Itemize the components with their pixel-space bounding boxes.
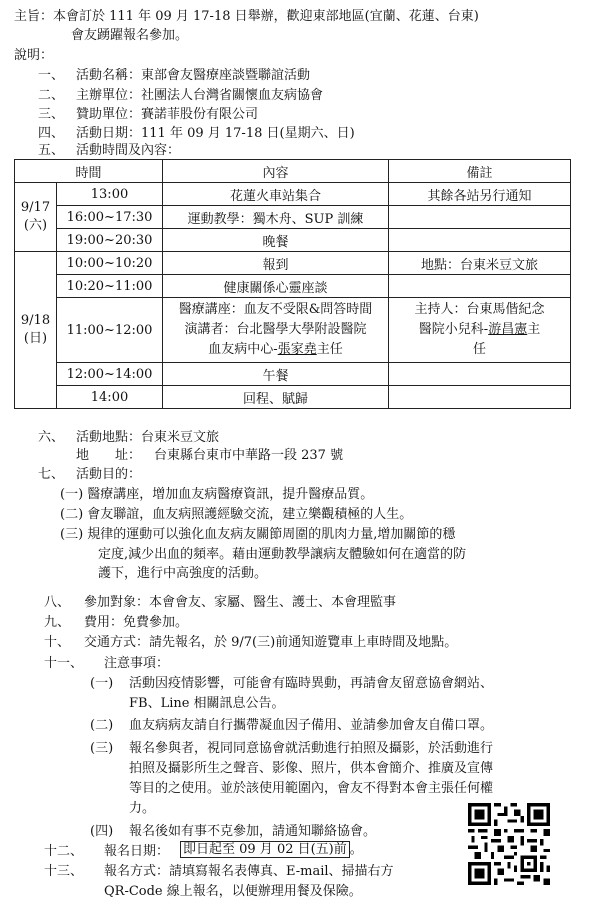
time-cell: 10:00~10:20 (57, 252, 163, 275)
fee-num: 九、 (44, 615, 71, 630)
item-text-1: 活動名稱：東部會友醫療座談暨聯誼活動 (76, 68, 311, 83)
table-row (15, 252, 571, 275)
notice-item-1-line-1: 活動因疫情影響，可能會有臨時異動，再請會友留意協會網站、 (129, 676, 494, 691)
method-line-2: QR-Code 線上報名，以便辦理用餐及保險。 (104, 884, 362, 899)
deadline-num: 十二、 (44, 844, 84, 859)
participants-num: 八、 (44, 595, 71, 610)
item-num-5: 五、 (38, 143, 65, 158)
content-cell: 午餐 (163, 363, 389, 386)
notice-item-3-line-1: 報名參與者，視同同意協會就活動進行拍照及攝影，於活動進行 (129, 741, 494, 756)
purpose-label: 活動目的： (76, 467, 142, 482)
time-cell: 10:20~11:00 (57, 275, 163, 298)
host-name: 游昌憲 (488, 322, 528, 337)
content-cell: 健康關係心靈座談 (163, 275, 389, 298)
speaker-name: 張家堯 (277, 342, 317, 357)
venue-label: 活動地點：台東米豆文旅 (76, 430, 220, 445)
table-row (15, 298, 571, 363)
subject-line-1: 主旨：本會訂於 111 年 09 月 17-18 日舉辦，歡迎東部地區(宜蘭、花蓮、台東) (14, 9, 479, 24)
item-text-4: 活動日期：111 年 09 月 17-18 日(星期六、日) (76, 126, 355, 141)
purpose-item-2: (二) 會友聯誼，血友病照護經驗交流，建立樂觀積極的人生。 (60, 507, 413, 522)
participants-text: 參加對象：本會會友、家屬、醫生、護士、本會理監事 (84, 595, 397, 610)
note-cell (389, 206, 571, 229)
deadline-end: 。 (349, 842, 363, 857)
transport-text: 交通方式：請先報名，於 9/7(三)前通知遊覽車上車時間及地點。 (84, 635, 458, 650)
table-row (15, 206, 571, 229)
item-text-2: 主辦單位：社團法人台灣省關懷血友病協會 (76, 88, 324, 103)
item-text-3: 贊助單位：賽諾菲股份有限公司 (76, 107, 259, 122)
notice-label: 注意事項： (104, 656, 170, 671)
table-row (15, 275, 571, 298)
purpose-item-3-line-3: 護下，進行中高強度的活動。 (98, 566, 268, 581)
notice-item-1-line-2: FB、Line 相關訊息公告。 (129, 696, 285, 711)
deadline-value-line (180, 838, 363, 857)
notice-item-3-line-4: 力。 (129, 801, 156, 816)
method-num: 十三、 (44, 864, 84, 879)
note-cell (389, 386, 571, 409)
notice-item-3-line-3: 等目的之使用。並於該使用範圍內，會友不得對本會主張任何權 (129, 781, 494, 796)
explain-label: 說明： (14, 48, 54, 63)
note-line: 主 (527, 322, 541, 337)
item-num-3: 三、 (38, 107, 65, 122)
day2-date: 9/18 (20, 313, 51, 328)
table-row (15, 183, 571, 206)
day2-weekday: (日) (23, 331, 48, 346)
time-cell: 16:00~17:30 (57, 206, 163, 229)
time-cell: 14:00 (57, 386, 163, 409)
note-cell-multiline (389, 298, 571, 363)
note-line: 主持人：台東馬偕紀念 (414, 302, 545, 317)
table-row (15, 363, 571, 386)
table-row (15, 386, 571, 409)
address-value: 台東縣台東市中華路一段 237 號 (154, 448, 344, 463)
day1-date: 9/17 (20, 200, 51, 215)
notice-item-3-num: (三) (90, 741, 114, 756)
notice-num: 十一、 (44, 656, 84, 671)
notice-item-4-line-1: 報名後如有事不克參加，請通知聯絡協會。 (129, 824, 377, 839)
notice-item-3-line-2: 拍照及攝影所生之聲音、影像、照片，供本會簡介、推廣及宣傳 (129, 761, 494, 776)
deadline-label: 報名日期： (104, 844, 170, 859)
content-cell: 運動教學：獨木舟、SUP 訓練 (163, 206, 389, 229)
notice-item-4-num: (四) (90, 824, 114, 839)
item-num-4: 四、 (38, 126, 65, 141)
qr-code-icon[interactable] (468, 803, 550, 885)
time-cell: 12:00~14:00 (57, 363, 163, 386)
note-line: 醫院小兒科- (418, 322, 489, 337)
note-cell (389, 363, 571, 386)
content-cell: 報到 (163, 252, 389, 275)
item-num-1: 一、 (38, 68, 65, 83)
transport-num: 十、 (44, 635, 71, 650)
subject-line-2: 會友踴躍報名參加。 (71, 28, 189, 43)
content-line: 血友病中心- (208, 342, 278, 357)
purpose-num: 七、 (38, 467, 65, 482)
content-line: 主任 (316, 342, 343, 357)
note-cell (389, 275, 571, 298)
note-cell: 其餘各站另行通知 (389, 183, 571, 206)
purpose-item-1: (一) 醫療講座，增加血友病醫療資訊，提升醫療品質。 (60, 487, 374, 502)
header-content: 內容 (163, 160, 389, 183)
header-time: 時間 (15, 160, 163, 183)
header-note: 備註 (389, 160, 571, 183)
note-cell: 地點：台東米豆文旅 (389, 252, 571, 275)
table-header-row (15, 160, 571, 183)
content-cell: 花蓮火車站集合 (163, 183, 389, 206)
deadline-value: 即日起至 09 月 02 日(五)前 (180, 841, 350, 858)
day1-cell (15, 183, 57, 252)
content-cell-multiline (163, 298, 389, 363)
notice-item-2-line-1: 血友病病友請自行攜帶凝血因子備用、並請參加會友自備口罩。 (129, 718, 494, 733)
notice-item-2-num: (二) (90, 718, 114, 733)
content-line: 演講者：台北醫學大學附設醫院 (184, 322, 367, 337)
table-row (15, 229, 571, 252)
note-cell (389, 229, 571, 252)
day2-cell (15, 252, 57, 409)
method-line-1: 報名方式：請填寫報名表傳真、E-mail、掃描右方 (104, 864, 394, 879)
day1-weekday: (六) (23, 218, 48, 233)
venue-num: 六、 (38, 430, 65, 445)
address-label: 地 址： (76, 448, 142, 463)
item-num-2: 二、 (38, 88, 65, 103)
content-cell: 晚餐 (163, 229, 389, 252)
time-cell: 11:00~12:00 (57, 298, 163, 363)
purpose-item-3-line-2: 定度,減少出血的頻率。藉由運動教學讓病友體驗如何在適當的防 (98, 547, 467, 562)
time-cell: 13:00 (57, 183, 163, 206)
item-text-5: 活動時間及內容： (76, 143, 181, 158)
time-cell: 19:00~20:30 (57, 229, 163, 252)
content-cell: 回程、賦歸 (163, 386, 389, 409)
note-line: 任 (473, 342, 487, 357)
purpose-item-3-line-1: (三) 規律的運動可以強化血友病友關節周圍的肌肉力量,增加關節的穩 (60, 527, 456, 542)
content-line: 醫療講座：血友不受限&問答時間 (178, 302, 373, 317)
schedule-table (14, 159, 571, 409)
notice-item-1-num: (一) (90, 676, 114, 691)
fee-text: 費用：免費參加。 (84, 615, 189, 630)
